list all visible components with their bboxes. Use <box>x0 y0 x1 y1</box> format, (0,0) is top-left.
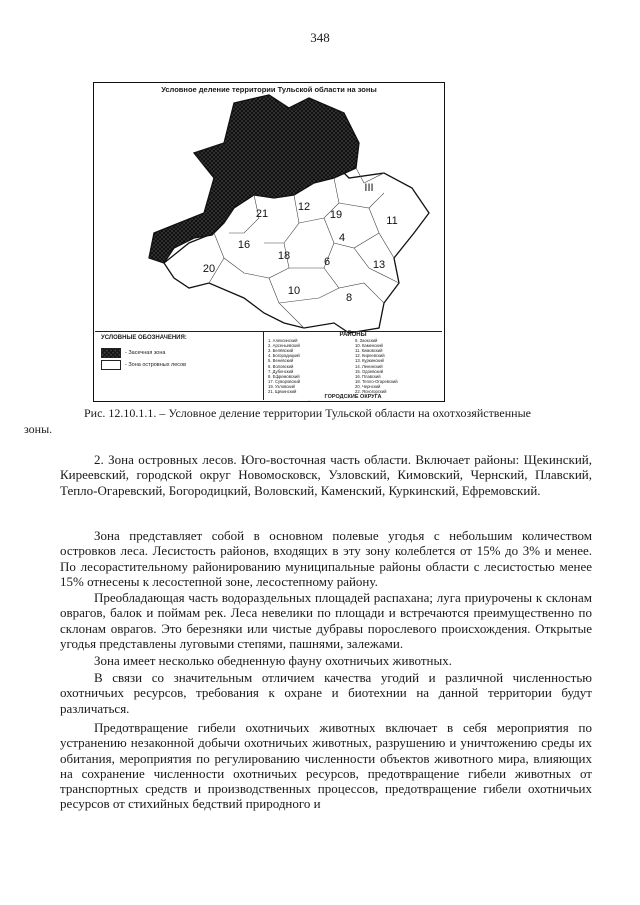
zone-label-12: 12 <box>297 201 311 213</box>
paragraph-zone-description <box>60 452 592 498</box>
paragraph: Зона представляет собой в основном полевые угодья с небольшим количеством островков леса. Лесистость районов, входящих в эту зону колеблется от 15% до 3% и менее. По лесорастительному районированию муниципальные районы области с лесистостью менее 15% отнесены к лесостепной зоне, лесостепному району. <box>60 528 592 589</box>
paragraph-fauna <box>60 653 592 668</box>
legend-swatch-forest <box>101 348 121 358</box>
legend-label-forest: - Засечная зона <box>125 350 166 356</box>
district-item: 13. Куркинский <box>355 358 384 364</box>
zone-label-13: 13 <box>372 259 386 271</box>
zone-label-10: 10 <box>287 285 301 297</box>
zone-label-4: 4 <box>338 232 346 244</box>
map-title: Условное деление территории Тульской области на зоны <box>161 85 377 94</box>
district-item: 1. Алексинский <box>268 338 298 344</box>
legend-title: УСЛОВНЫЕ ОБОЗНАЧЕНИЯ: <box>101 335 187 341</box>
zone-label-19: 19 <box>329 209 343 221</box>
paragraph: Зона имеет несколько обедненную фауну охотничьих животных. <box>94 653 452 668</box>
districts-list <box>264 331 442 400</box>
caption-continuation: зоны. <box>24 422 53 436</box>
paragraph: В связи со значительным отличием качества угодий и различной численностью охотничьих ресурсов, требования к охране и биотехнии на данной территории будут различаться. <box>60 670 592 716</box>
caption-text: Рис. 12.10.1.1. – Условное деление территории Тульской области на охотхозяйственные <box>84 406 531 420</box>
zone-map-figure <box>93 82 445 402</box>
zone-label-16: 16 <box>237 239 251 251</box>
district-item: 17. Суворовский <box>268 378 301 384</box>
district-item: 8. Ефремовский <box>268 373 300 379</box>
district-item: 5. Веневский <box>268 358 294 364</box>
district-item: 10. Каменский <box>355 343 383 349</box>
zone-label-III: III <box>364 182 374 194</box>
district-item: 6. Воловский <box>268 363 294 369</box>
zone-label-21: 21 <box>255 208 269 220</box>
district-item: 22. Ясногорский <box>355 389 387 395</box>
okrug-item <box>278 400 351 402</box>
paragraph-requirements <box>60 670 592 716</box>
district-item: 11. Кимовский <box>355 348 383 354</box>
okruga-title: ГОРОДСКИЕ ОКРУГА <box>324 394 382 401</box>
paragraph-forest-cover <box>60 528 592 589</box>
legend-item-island <box>101 360 186 370</box>
zone-label-20: 20 <box>202 263 216 275</box>
zone-label-8: 8 <box>345 292 353 304</box>
page-number: 348 <box>310 30 330 45</box>
district-item: 12. Киреевский <box>355 353 385 359</box>
zone-label-18: 18 <box>277 250 291 262</box>
legend-swatch-island <box>101 360 121 370</box>
figure-caption <box>24 405 590 437</box>
district-item: 9. Заокский <box>355 338 378 344</box>
district-item: 4. Богородицкий <box>268 353 300 359</box>
legend-item-forest <box>101 348 165 358</box>
districts-grid <box>264 338 442 394</box>
district-item: 2. Арсеньевский <box>268 343 300 349</box>
zone-label-6: 6 <box>323 256 331 268</box>
zone-label-11: 11 <box>386 215 398 227</box>
paragraph: 2. Зона островных лесов. Юго-восточная часть области. Включает районы: Щекинский, Киреевский, городской округ Новомосковск, Узловский, Кимовский, Чернский, Плавский, Тепло-Огаревский, Богородицкий, Воловский, Каменский, Куркинский, Ефремовский. <box>60 452 592 498</box>
district-item: 14. Ленинский <box>355 363 383 369</box>
okrug-item <box>355 400 428 402</box>
paragraph: Предотвращение гибели охотничьих животных включает в себя мероприятия по устранению незаконной добычи охотничьих животных, разрушению и уничтожению среды их обитания, мероприятия по регулированию численности объектов животного мира, влияющих на сохранение численности охотничьих ресурсов, предотвращение гибели животных от транспортных средств и производственных процессов, предотвращение гибели охотничьих ресурсов от стихийных бедствий природного и <box>60 720 592 812</box>
paragraph-land-use <box>60 590 592 651</box>
paragraph: Преобладающая часть водораздельных площадей распахана; луга приурочены к склонам оврагов, балок и поймам рек. Леса невелики по площади и встречаются преимущественно по склонам оврагов. Это березняки или чистые дубравы порослевого происхождения. Открытые угодья представлены луговыми степями, пашнями, залежами. <box>60 590 592 651</box>
district-item: 3. Белёвский <box>268 348 294 354</box>
district-item: 7. Дубенский <box>268 368 294 374</box>
district-item: 19. Узловский <box>268 383 295 389</box>
district-item: 18. Тепло-Огаревский <box>355 378 398 384</box>
district-item: 15. Одоевский <box>355 368 384 374</box>
paragraph-prevention <box>60 720 592 812</box>
districts-title: РАЙОНЫ <box>339 332 367 338</box>
district-item: 16. Плавский <box>355 373 381 379</box>
district-item: 20. Чернский <box>355 383 381 389</box>
map-legend <box>95 331 264 400</box>
district-item: 21. Щекинский <box>268 389 297 395</box>
okruga-grid <box>264 400 442 402</box>
legend-label-island: - Зона островных лесов <box>125 362 187 368</box>
